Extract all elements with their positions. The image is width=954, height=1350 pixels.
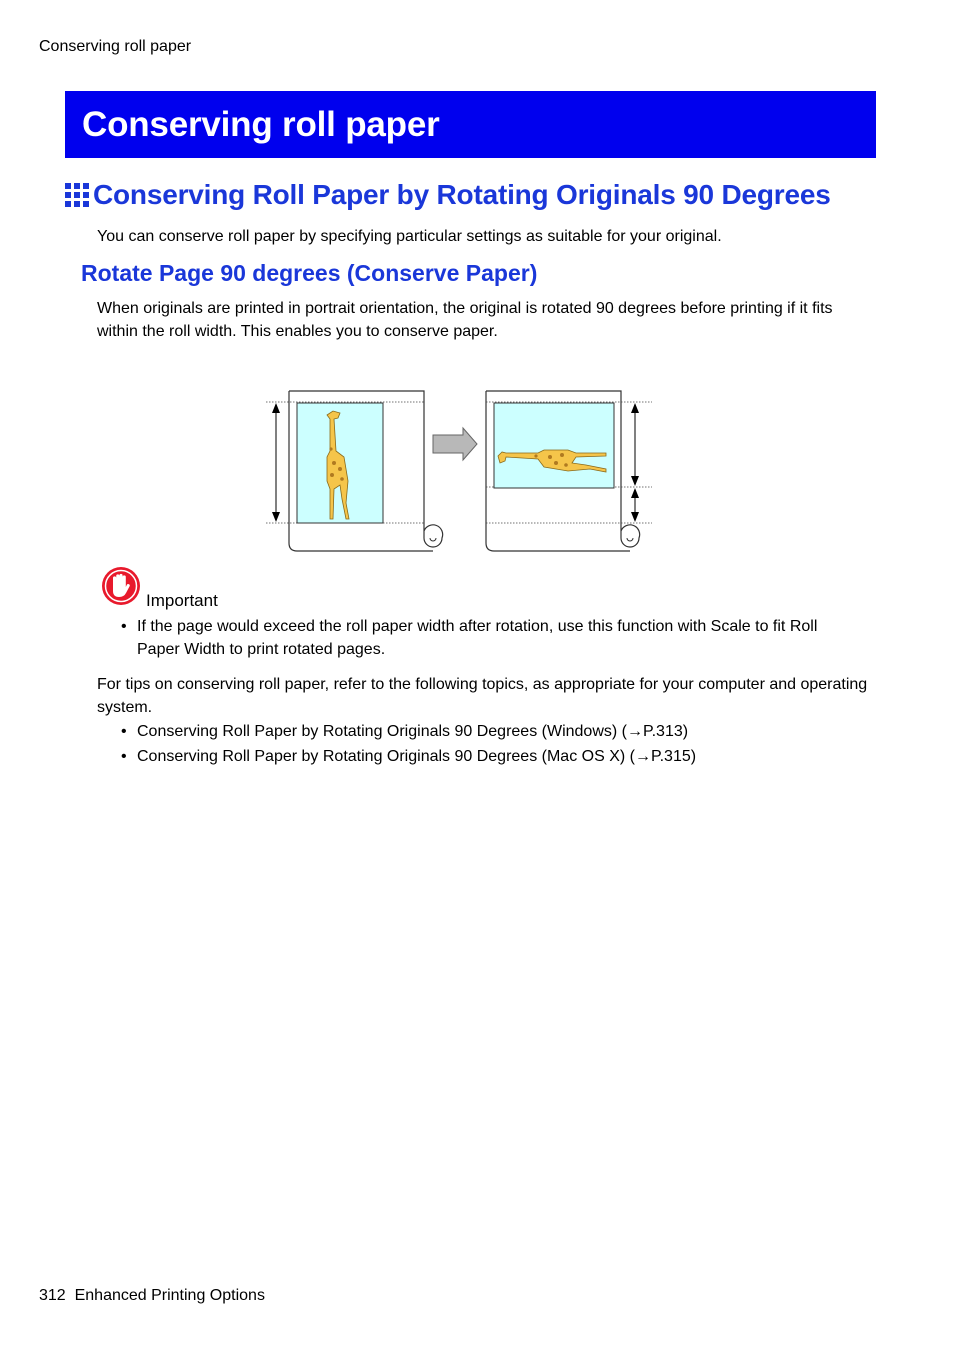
subsection-body: When originals are printed in portrait orientation, the original is rotated 90 degrees before printing if it fits within the roll width. This enables you to conserve paper. (97, 300, 833, 340)
dimension-arrow-right (631, 403, 639, 522)
tips-link-mac[interactable] (121, 745, 861, 768)
running-header: Conserving roll paper (39, 38, 192, 55)
section-heading (65, 175, 925, 215)
section-intro: You can conserve roll paper by specifying particular settings as suitable for your original. (97, 228, 722, 245)
bullet-icon: • (121, 723, 127, 740)
bullet-icon: • (121, 618, 127, 635)
tips-link-windows-text[interactable]: Conserving Roll Paper by Rotating Originals 90 Degrees (Windows) (→P.313) (137, 723, 689, 740)
footer-section: Enhanced Printing Options (74, 1287, 265, 1304)
page-footer (39, 1287, 265, 1305)
grid-icon (65, 183, 89, 207)
landscape-page (494, 403, 614, 488)
chapter-banner (65, 91, 876, 158)
tips-intro: For tips on conserving roll paper, refer to the following topics, as appropriate for your computer and operating system. (97, 676, 868, 716)
important-note-item (121, 615, 841, 661)
arrow-right-icon (433, 428, 477, 460)
rotate-page-illustration (230, 353, 750, 558)
chapter-title: Conserving roll paper (82, 105, 440, 144)
bullet-icon: • (121, 748, 127, 765)
section-title: Conserving Roll Paper by Rotating Originals 90 Degrees (93, 179, 831, 210)
hand-stop-icon (101, 566, 141, 606)
important-label: Important (146, 591, 218, 610)
dimension-arrow-left (272, 403, 280, 522)
important-note-text: If the page would exceed the roll paper width after rotation, use this function with Scale to fit Roll Paper Width to print rotated pages. (137, 618, 818, 658)
tips-link-mac-text[interactable]: Conserving Roll Paper by Rotating Originals 90 Degrees (Mac OS X) (→P.315) (137, 748, 697, 765)
subsection-title: Rotate Page 90 degrees (Conserve Paper) (81, 260, 538, 286)
page-number: 312 (39, 1287, 66, 1304)
tips-link-windows[interactable] (121, 720, 861, 743)
